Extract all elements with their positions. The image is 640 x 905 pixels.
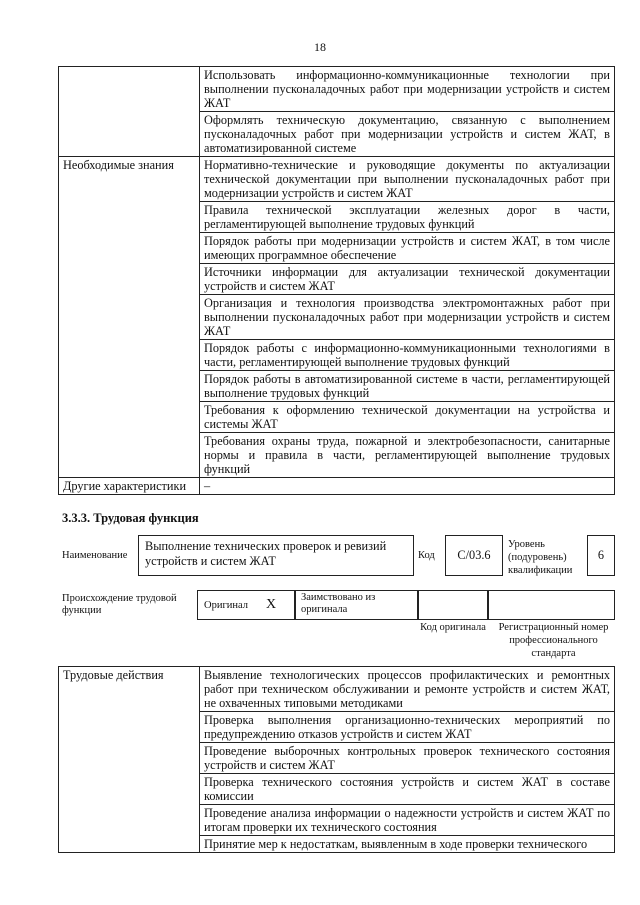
- code-label: Код: [418, 550, 435, 561]
- reg-number-caption: Регистрационный номер профессионального стандарта: [498, 622, 609, 659]
- original-mark: X: [266, 597, 277, 612]
- code-original-caption: Код оригинала: [420, 622, 486, 633]
- knowledge-entry: Порядок работы с информационно-коммуникационными технологиями в части, регламентирующей выполнение трудовых функций: [200, 340, 615, 371]
- page-number: 18: [314, 40, 326, 54]
- action-entry: Проверка выполнения организационно-технических мероприятий по предупреждению отказов устройств и систем ЖАТ: [200, 712, 615, 743]
- action-entry: Проверка технического состояния устройств и систем ЖАТ в составе комиссии: [200, 774, 615, 805]
- level-value: 6: [587, 535, 615, 576]
- action-entry: Проведение анализа информации о надежности устройств и систем ЖАТ по итогам проверки их технического состояния: [200, 805, 615, 836]
- actions-table: [58, 666, 615, 853]
- knowledge-entry: Порядок работы в автоматизированной системе в части, регламентирующей выполнение трудовых функций: [200, 371, 615, 402]
- original-box: [197, 590, 295, 620]
- borrowed-box: Заимствовано из оригинала: [295, 590, 418, 620]
- reg-number-box: [488, 590, 615, 620]
- knowledge-entry: Порядок работы при модернизации устройств и систем ЖАТ, в том числе имеющих программное обеспечение: [200, 233, 615, 264]
- origin-label: Происхождение трудовой функции: [62, 593, 177, 616]
- knowledge-entry: Источники информации для актуализации технической документации устройств и систем ЖАТ: [200, 264, 615, 295]
- code-original-box: [418, 590, 488, 620]
- row-label-actions: Трудовые действия: [59, 667, 200, 853]
- action-entry: Принятие мер к недостаткам, выявленным в ходе проверки технического: [200, 836, 615, 853]
- knowledge-entry: Организация и технология производства электромонтажных работ при выполнении пусконаладочных работ при модернизации устройств и систем ЖАТ: [200, 295, 615, 340]
- level-label: Уровень (подуровень) квалификации: [508, 539, 573, 576]
- skill-entry: Оформлять техническую документацию, связанную с выполнением пусконаладочных работ при модернизации устройств и систем ЖАТ, в автоматизированной системе: [200, 112, 615, 157]
- row-label-knowledge: Необходимые знания: [59, 157, 200, 478]
- skill-entry: Использовать информационно-коммуникационные технологии при выполнении пусконаладочных работ при модернизации устройств и систем ЖАТ: [200, 67, 615, 112]
- knowledge-entry: Нормативно-технические и руководящие документы по актуализации технической документации при выполнении пусконаладочных работ при модернизации устройств и систем ЖАТ: [200, 157, 615, 202]
- knowledge-entry: Требования охраны труда, пожарной и электробезопасности, санитарные нормы и правила в части, регламентирующей выполнение трудовых функций: [200, 433, 615, 478]
- other-entry: –: [200, 478, 615, 495]
- requirements-table: [58, 66, 615, 495]
- knowledge-entry: Требования к оформлению технической документации на устройства и системы ЖАТ: [200, 402, 615, 433]
- name-label: Наименование: [62, 550, 128, 561]
- row-label-empty: [59, 67, 200, 157]
- action-entry: Проведение выборочных контрольных проверок технического состояния устройств и систем ЖАТ: [200, 743, 615, 774]
- knowledge-entry: Правила технической эксплуатации железных дорог в части, регламентирующей выполнение трудовых функций: [200, 202, 615, 233]
- action-entry: Выявление технологических процессов профилактических и ремонтных работ при техническом обслуживании и ремонте устройств и систем ЖАТ, не охваченных типовыми методиками: [200, 667, 615, 712]
- row-label-other: Другие характеристики: [59, 478, 200, 495]
- function-name-box: Выполнение технических проверок и ревизий устройств и систем ЖАТ: [138, 535, 414, 576]
- code-value: С/03.6: [445, 535, 503, 576]
- original-label: Оригинал: [204, 600, 248, 611]
- section-heading: 3.3.3. Трудовая функция: [62, 511, 199, 525]
